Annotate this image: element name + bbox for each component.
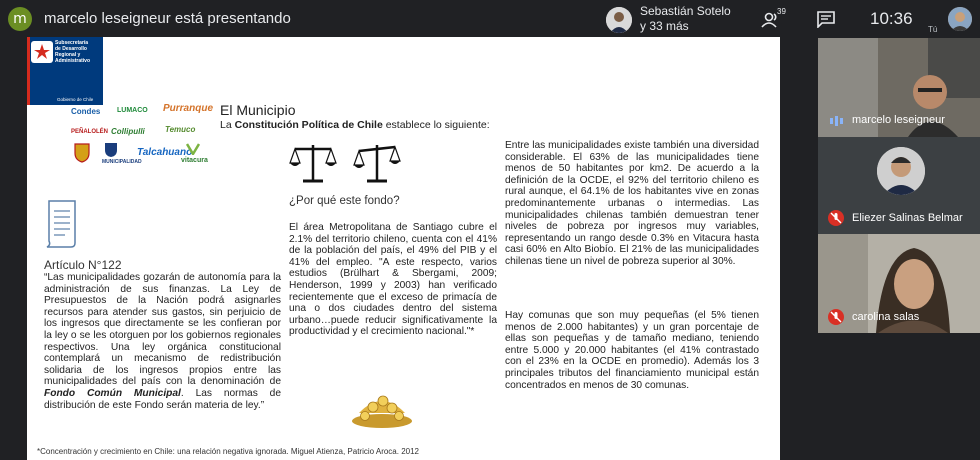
- crest-icon: [74, 143, 90, 163]
- participant-name: Eliezer Salinas Belmar: [852, 212, 963, 224]
- brand-logo: Temuco: [165, 125, 196, 134]
- slide-subtitle: La Constitución Política de Chile establece lo siguiente:: [220, 119, 490, 131]
- leaf-icon: [186, 143, 200, 155]
- brand-logo: vitacura: [181, 157, 208, 164]
- footnote: *Concentración y crecimiento en Chile: una relación negativa ignorada. Miguel Atienza, Patricio Aroca. 2012: [37, 447, 419, 456]
- crest-icon: [104, 142, 118, 158]
- why-body: El área Metropolitana de Santiago cubre el 2.1% del territorio chileno, cuenta con el 41% de la población del país, el 49% del PIB y el 41% del empleo. "A este respecto, varios estudios (Brülhart & Sbergami, 2009; Henderson, 1999 y 2003) han verificado recientemente que el exceso de primacía de una o dos ciudades dentro del sistema urbano…puede reducir significativamente la productividad y el crecimiento nacional."*: [289, 222, 497, 338]
- brand-logo: MUNICIPALIDAD: [102, 159, 142, 165]
- presenting-status: marcelo leseigneur está presentando: [44, 10, 291, 27]
- meeting-topbar: [0, 0, 980, 38]
- scales-icon: [353, 141, 401, 185]
- participant-name: carolina salas: [852, 311, 920, 323]
- diversity-body: Entre las municipalidades existe también una diversidad considerable. El 63% de las municipalidades tiene menos de 50 habitantes por km2. De acuerdo a la definición de la OCDE, el 92% del territorio chileno es rural aunque, el 64.1% de los habitantes vive en zonas predominantemente urbanas o intermedias. Las municipalidades chilenas también demuestran tener niveles de pobreza por ingresos muy variables, representando un rango desde 0.3% en Vitacura hasta casi 60% en Alto Biobío. El 21% de las municipalidades chilenas tiene un nivel de pobreza superior al 30%.: [505, 140, 759, 267]
- article-body: “Las municipalidades gozarán de autonomía para la administración de sus finanzas. La Ley de Presupuestos de la Nación podrá asignarles recursos para atender sus gastos, sin perjuicio de los ingresos que directamente se les confieran por la ley o se les otorguen por los gobiernos regionales respectivos. Una ley orgánica constitucional contemplará un mecanismo de redistribución solidaria de los ingresos propios entre las municipalidades del país con la denominación de Fondo Común Municipal. Las normas de distribución de este Fondo serán materia de ley.”: [44, 272, 281, 411]
- participant-count: 39: [777, 7, 786, 16]
- person-icon: [877, 147, 925, 195]
- brand-logo: Talcahuano: [137, 147, 193, 158]
- participant-tile[interactable]: [818, 38, 980, 137]
- participant-avatar: [877, 147, 925, 195]
- chat-icon[interactable]: [816, 10, 836, 28]
- logo-sub: Gobierno de Chile: [57, 97, 94, 102]
- brand-logo: Condes: [71, 107, 101, 116]
- gold-coins-icon: [347, 383, 417, 429]
- brand-logo: Purranque: [163, 103, 214, 114]
- scales-icon: [289, 141, 337, 185]
- speaker-label[interactable]: [640, 4, 731, 34]
- others-count: y 33 más: [640, 19, 689, 33]
- participant-name: marcelo leseigneur: [852, 114, 945, 126]
- mic-off-icon: [828, 309, 844, 325]
- participant-tile[interactable]: [818, 234, 980, 333]
- section-heading: ¿Por qué este fondo?: [289, 195, 400, 207]
- flag-strip: [27, 37, 30, 105]
- speaker-name: Sebastián Sotelo: [640, 4, 731, 18]
- self-person-icon: [948, 7, 972, 31]
- logo-text: Subsecretaría de Desarrollo Regional y Administrativo: [55, 40, 91, 64]
- self-label: Tú: [928, 25, 938, 34]
- presentation-slide: [27, 37, 780, 460]
- audio-level-icon: [828, 114, 844, 126]
- brand-logo: Collipulli: [111, 127, 145, 136]
- brand-logo: LUMACO: [117, 107, 148, 114]
- small-communes-body: Hay comunas que son muy pequeñas (el 5% tienen menos de 2.000 habitantes) y un gran porcentaje de ellas son pequeñas y de tamaño mediano, teniendo entre 5.000 y 20.000 habitantes (el 41% contrastado con el 23% en la OCDE en promedio). Además los 3 principales tributos del financiamiento municipal están concentrados en menos de 30 comunas.: [505, 310, 759, 391]
- person-icon: [606, 7, 632, 33]
- gov-logo: [27, 37, 103, 105]
- participant-tile[interactable]: [818, 137, 980, 234]
- speaker-avatar[interactable]: [606, 7, 632, 33]
- meeting-clock: 10:36: [870, 9, 913, 28]
- shield-icon: [31, 41, 53, 63]
- self-avatar[interactable]: [948, 7, 972, 31]
- article-title: Artículo N°122: [44, 258, 122, 272]
- document-scroll-icon: [43, 199, 81, 249]
- brand-logo: PEÑALOLÉN: [71, 129, 109, 135]
- slide-title: El Municipio: [220, 102, 296, 118]
- mic-off-icon: [828, 210, 844, 226]
- presenter-avatar: m: [8, 7, 32, 31]
